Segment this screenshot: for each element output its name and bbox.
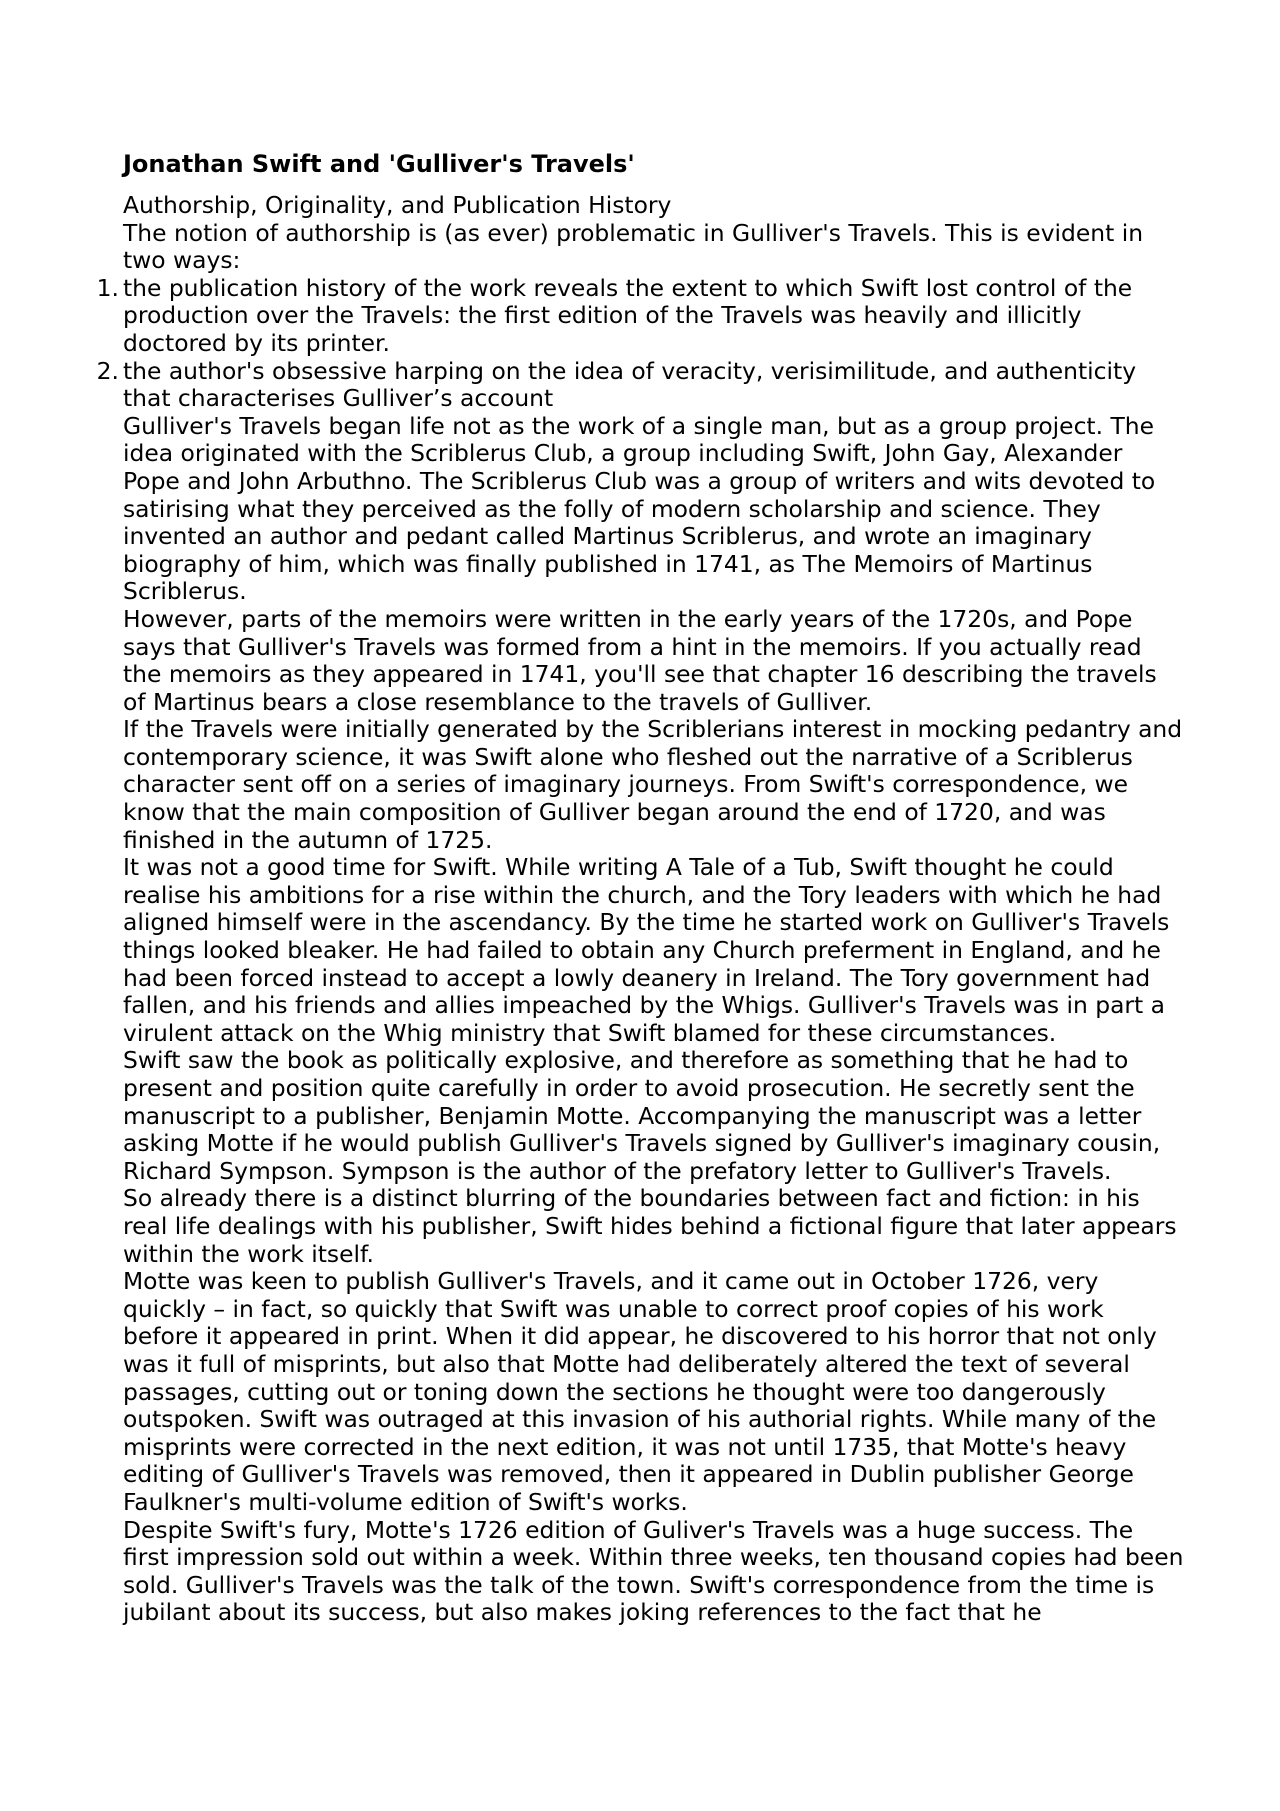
list-item [96,356,1185,413]
intro-paragraph: The notion of authorship is (as ever) problematic in Gulliver's Travels. This is evident in two ways: [123,218,1144,275]
document-page [96,148,1185,1627]
paragraph: So already there is a distinct blurring of the boundaries between fact and fiction: in his real life dealings with his publisher, Swift hides behind a fictional figure that later appears within the work itself. [123,1184,1177,1268]
paragraph: Despite Swift's fury, Motte's 1726 edition of Guliver's Travels was a huge success. The first impression sold out within a week. Within three weeks, ten thousand copies had been sold. Gulliver's Travels was the talk of the town. Swift's correspondence from the time is jubilant about its success, but also makes joking references to the fact that he [123,1515,1184,1627]
paragraph: It was not a good time for Swift. While writing A Tale of a Tub, Swift thought he could realise his ambitions for a rise within the church, and the Tory leaders with which he had aligned himself were in the ascendancy. By the time he started work on Gulliver's Travels things looked bleaker. He had failed to obtain any Church preferment in England, and he had been forced instead to accept a lowly deanery in Ireland. The Tory government had fallen, and his friends and allies impeached by the Whigs. Gulliver's Travels was in part a virulent attack on the Whig ministry that Swift blamed for these circumstances. [123,853,1170,1047]
numbered-list [96,273,1185,413]
document-title: Jonathan Swift and 'Gulliver's Travels' [123,150,635,178]
list-item-text: the author's obsessive harping on the idea of veracity, verisimilitude, and authenticity that characterises Gulliver’s account [123,356,1137,413]
paragraph: Swift saw the book as politically explosive, and therefore as something that he had to present and position quite carefully in order to avoid prosecution. He secretly sent the manuscript to a publisher, Benjamin Motte. Accompanying the manuscript was a letter asking Motte if he would publish Gulliver's Travels signed by Gulliver's imaginary cousin, Richard Sympson. Sympson is the author of the prefatory letter to Gulliver's Travels. [123,1046,1161,1185]
list-item-number: 2. [96,356,119,385]
list-item-number: 1. [96,273,119,302]
paragraph: Gulliver's Travels began life not as the work of a single man, but as a group project. The idea originated with the Scriblerus Club, a group including Swift, John Gay, Alexander Pope and John Arbuthno. The Scriblerus Club was a group of writers and wits devoted to satirising what they perceived as the folly of modern scholarship and science. They invented an author and pedant called Martinus Scriblerus, and wrote an imaginary biography of him, which was finally published in 1741, as The Memoirs of Martinus Scriblerus. [123,411,1156,606]
paragraph: Motte was keen to publish Gulliver's Travels, and it came out in October 1726, very quickly – in fact, so quickly that Swift was unable to correct proof copies of his work before it appeared in print. When it did appear, he discovered to his horror that not only was it full of misprints, but also that Motte had deliberately altered the text of several passages, cutting out or toning down the sections he thought were too dangerously outspoken. Swift was outraged at this invasion of his authorial rights. While many of the misprints were corrected in the next edition, it was not until 1735, that Motte's heavy editing of Gulliver's Travels was removed, then it appeared in Dublin publisher George Faulkner's multi-volume edition of Swift's works. [123,1267,1157,1516]
document-body [96,191,1185,1627]
document-subtitle: Authorship, Originality, and Publication History [123,191,672,219]
list-item [96,273,1185,358]
paragraph: However, parts of the memoirs were written in the early years of the 1720s, and Pope says that Gulliver's Travels was formed from a hint in the memoirs. If you actually read the memoirs as they appeared in 1741, you'll see that chapter 16 describing the travels of Martinus bears a close resemblance to the travels of Gulliver. [123,604,1157,716]
paragraph: If the Travels were initially generated by the Scriblerians interest in mocking pedantry and contemporary science, it was Swift alone who fleshed out the narrative of a Scriblerus character sent off on a series of imaginary journeys. From Swift's correspondence, we know that the main composition of Gulliver began around the end of 1720, and was finished in the autumn of 1725. [123,715,1183,854]
list-item-text: the publication history of the work reveals the extent to which Swift lost control of the production over the Travels: the first edition of the Travels was heavily and illicitly doctored by its printer. [123,273,1133,357]
